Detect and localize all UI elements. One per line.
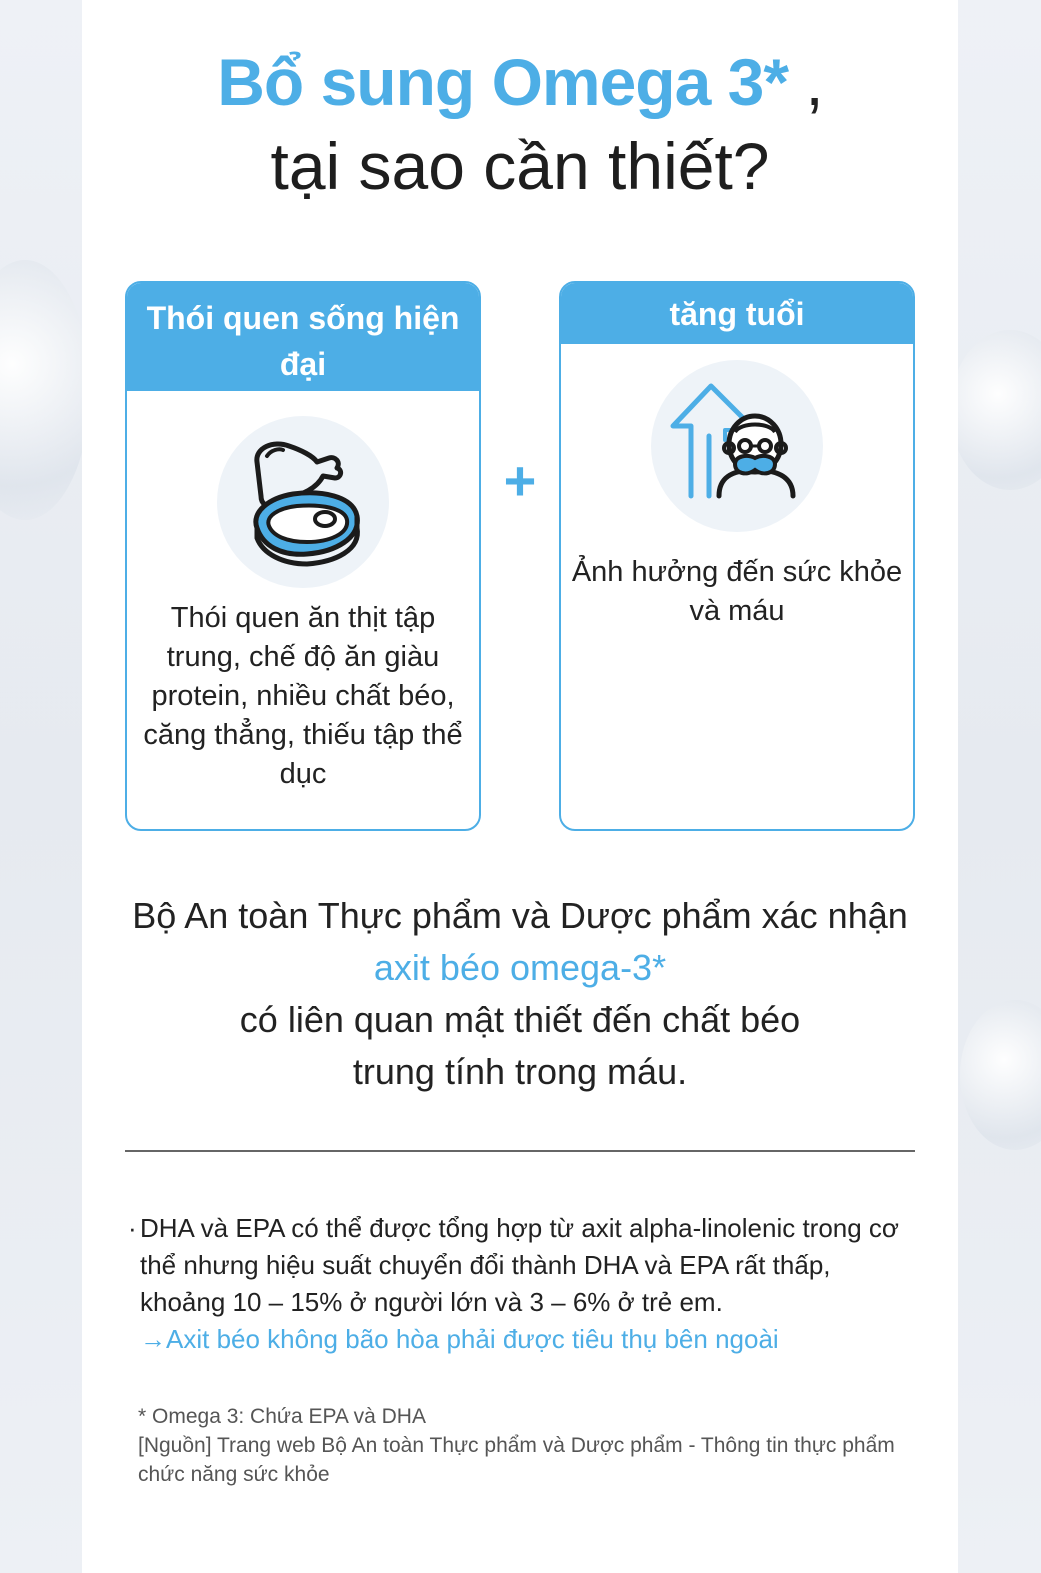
page-title (82, 40, 958, 208)
background-decoration (960, 1000, 1041, 1150)
plus-icon: + (503, 449, 537, 512)
title-line2: tại sao cần thiết? (270, 129, 770, 203)
card-description: Thói quen ăn thịt tập trung, chế độ ăn giàu protein, nhiều chất béo, căng thẳng, thiếu tập thể dục (143, 602, 463, 790)
footnotes (138, 1402, 938, 1489)
content-panel (82, 0, 958, 1573)
card-description: Ảnh hưởng đến sức khỏe và máu (571, 556, 903, 627)
statement-highlight: axit béo omega-3* (373, 947, 667, 988)
meat-icon (217, 416, 389, 588)
card-modern-lifestyle (125, 281, 481, 831)
background-decoration (950, 330, 1041, 490)
fda-statement (82, 890, 958, 1098)
title-comma: , (805, 45, 823, 119)
note-conclusion: →Axit béo không bão hòa phải được tiêu thụ bên ngoài (140, 1324, 779, 1354)
card-aging (559, 281, 915, 831)
card-heading: Thói quen sống hiện đại (127, 283, 479, 391)
bullet-icon: · (128, 1213, 137, 1243)
card-heading: tăng tuổi (561, 283, 913, 344)
background-decoration (0, 260, 90, 520)
divider (125, 1150, 915, 1152)
statement-line1: Bộ An toàn Thực phẩm và Dược phẩm xác nhận (132, 895, 908, 936)
title-line1: Bổ sung Omega 3* (217, 45, 789, 119)
note-body: DHA và EPA có thể được tổng hợp từ axit alpha-linolenic trong cơ thể nhưng hiệu suất chuyển đổi thành DHA và EPA rất thấp, khoảng 10 – 15% ở người lớn và 3 – 6% ở trẻ em. (140, 1213, 899, 1317)
dha-epa-note (128, 1210, 918, 1358)
elderly-age-up-icon (651, 360, 823, 532)
statement-line3: có liên quan mật thiết đến chất béo trung tính trong máu. (239, 999, 801, 1092)
footnote-source: [Nguồn] Trang web Bộ An toàn Thực phẩm và Dược phẩm - Thông tin thực phẩm chức năng sức khỏe (138, 1434, 895, 1486)
footnote-omega: * Omega 3: Chứa EPA và DHA (138, 1405, 426, 1428)
